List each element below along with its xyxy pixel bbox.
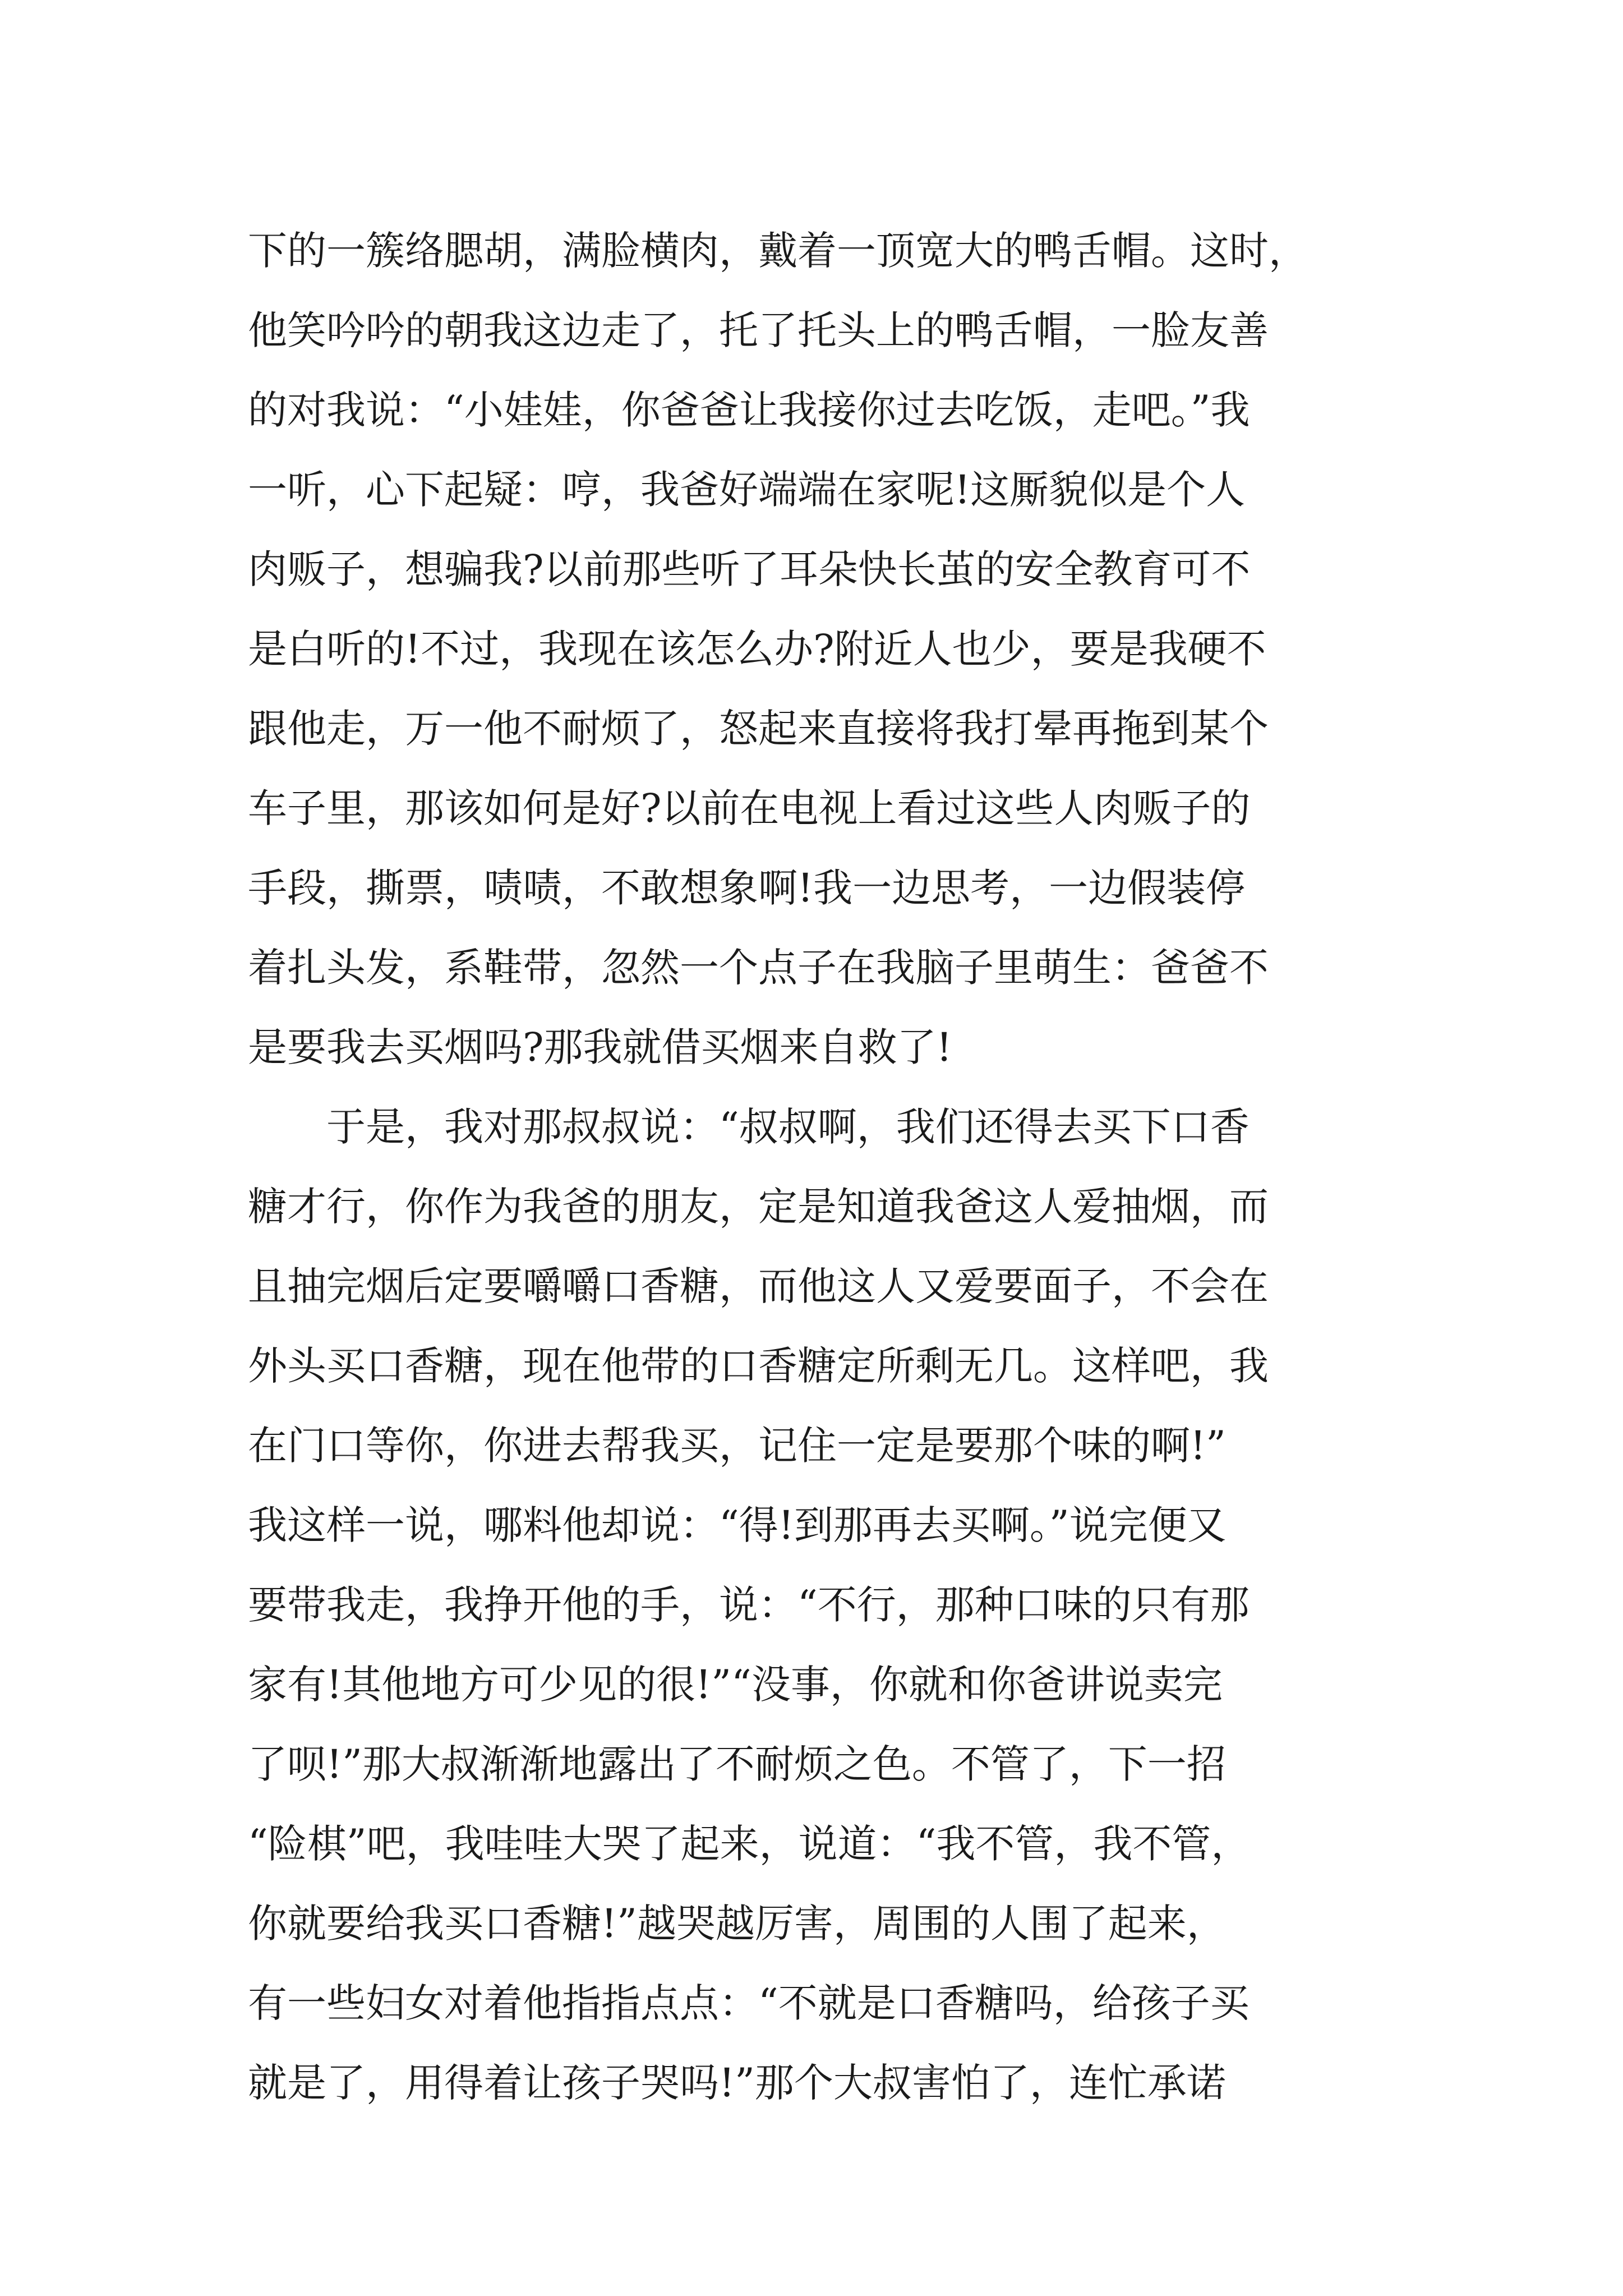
text-line-14: 且抽完烟后定要嚼嚼口香糖，而他这人又爱要面子，不会在 [248,1263,1269,1309]
text-line-1: 下的一簇络腮胡，满脸横肉，戴着一顶宽大的鸭舌帽。这时， [248,228,1308,274]
text-line-10: 着扎头发，系鞋带，忽然一个点子在我脑子里萌生：爸爸不 [248,945,1269,991]
text-line-24: 就是了，用得着让孩子哭吗!”那个大叔害怕了，连忙承诺 [248,2060,1226,2106]
text-line-11: 是要我去买烟吗?那我就借买烟来自救了! [248,1024,952,1070]
text-line-15: 外头买口香糖，现在他带的口香糖定所剩无几。这样吧，我 [248,1343,1269,1389]
text-line-2: 他笑吟吟的朝我这边走了，托了托头上的鸭舌帽，一脸友善 [248,307,1269,353]
text-line-9: 手段，撕票，啧啧，不敢想象啊!我一边思考，一边假装停 [248,865,1246,911]
text-line-19: 家有!其他地方可少见的很!”“没事，你就和你爸讲说卖完 [248,1662,1223,1708]
text-line-12: 于是，我对那叔叔说：“叔叔啊，我们还得去买下口香 [248,1104,1249,1150]
text-line-17: 我这样一说，哪料他却说：“得!到那再去买啊。”说完便又 [248,1502,1227,1548]
text-line-3: 的对我说：“小娃娃，你爸爸让我接你过去吃饭，走吧。”我 [248,387,1250,433]
text-line-13: 糖才行，你作为我爸的朋友，定是知道我爸这人爱抽烟，而 [248,1184,1269,1230]
text-line-8: 车子里，那该如何是好?以前在电视上看过这些人肉贩子的 [248,785,1251,831]
text-line-21: “险棋”吧，我哇哇大哭了起来，说道：“我不管，我不管， [248,1821,1251,1867]
text-line-18: 要带我走，我挣开他的手，说：“不行，那种口味的只有那 [248,1582,1249,1628]
text-line-16: 在门口等你，你进去帮我买，记住一定是要那个味的啊!” [248,1423,1226,1469]
text-line-23: 有一些妇女对着他指指点点：“不就是口香糖吗，给孩子买 [248,1980,1249,2026]
text-line-20: 了呗!”那大叔渐渐地露出了不耐烦之色。不管了，下一招 [248,1741,1226,1787]
text-line-5: 肉贩子，想骗我?以前那些听了耳朵快长茧的安全教育可不 [248,546,1251,592]
body-text [248,211,1392,2123]
text-line-4: 一听，心下起疑：哼，我爸好端端在家呢!这厮貌似是个人 [248,467,1246,513]
text-line-6: 是白听的!不过，我现在该怎么办?附近人也少，要是我硬不 [248,626,1266,672]
text-line-7: 跟他走，万一他不耐烦了，怒起来直接将我打晕再拖到某个 [248,706,1269,752]
text-line-22: 你就要给我买口香糖!”越哭越厉害，周围的人围了起来， [248,1901,1226,1947]
